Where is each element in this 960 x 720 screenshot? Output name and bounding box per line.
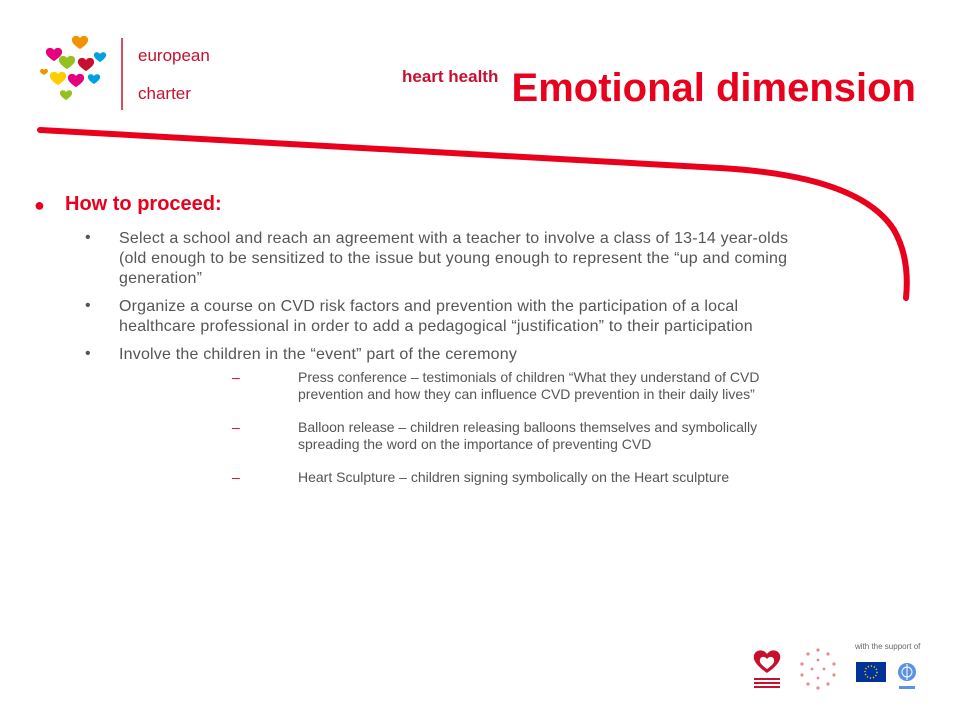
section-heading-row — [34, 193, 814, 221]
sub-bullet-dash: – — [232, 469, 240, 485]
sub-bullet-dash: – — [232, 419, 240, 435]
bullet-text: Select a school and reach an agreement with a teacher to involve a class of 13-14 year-olds (old enough to be sensitized to the issue but young enough to represent the “up and coming generation” — [119, 230, 789, 287]
logo-line-charter: charter — [138, 84, 191, 103]
heading-bullet-dot: ● — [34, 195, 45, 215]
bullet-item — [34, 297, 814, 337]
eu-flag-icon — [856, 662, 886, 682]
who-emblem-icon — [898, 663, 916, 689]
sub-bullet-text: Balloon release – children releasing balloons themselves and symbolically spreading the word on the importance of preventing CVD — [298, 419, 758, 452]
slide-content — [34, 193, 814, 486]
sub-bullet-dash: – — [232, 369, 240, 385]
sub-bullet-text: Press conference – testimonials of children “What they understand of CVD prevention and how they can influence CVD prevention in their daily lives” — [298, 369, 760, 402]
footer-partner-logos — [750, 640, 930, 700]
sub-bullet-item — [34, 419, 798, 453]
bullet-marker: • — [85, 229, 91, 246]
support-caption: with the support of — [855, 642, 921, 651]
section-heading: How to proceed: — [65, 193, 222, 215]
sub-bullet-text: Heart Sculpture – children signing symbolically on the Heart sculpture — [298, 469, 730, 485]
bullet-marker: • — [85, 345, 91, 362]
logo-line-heart-health: heart health — [402, 67, 499, 86]
bullet-marker: • — [85, 297, 91, 314]
sub-bullet-item — [34, 369, 798, 403]
bullet-text: Involve the children in the “event” part of the ceremony — [119, 346, 518, 363]
bullet-item — [34, 345, 814, 365]
esc-heart-icon — [754, 650, 781, 688]
slide-title: Emotional dimension — [511, 66, 916, 110]
logo-line-european: european — [138, 46, 210, 65]
bullet-item — [34, 229, 814, 289]
dotted-ring-icon — [800, 648, 835, 689]
bullet-text: Organize a course on CVD risk factors and prevention with the participation of a local healthcare professional in order to add a pedagogical “justification” to their participation — [119, 298, 753, 335]
sub-bullet-item — [34, 469, 798, 486]
